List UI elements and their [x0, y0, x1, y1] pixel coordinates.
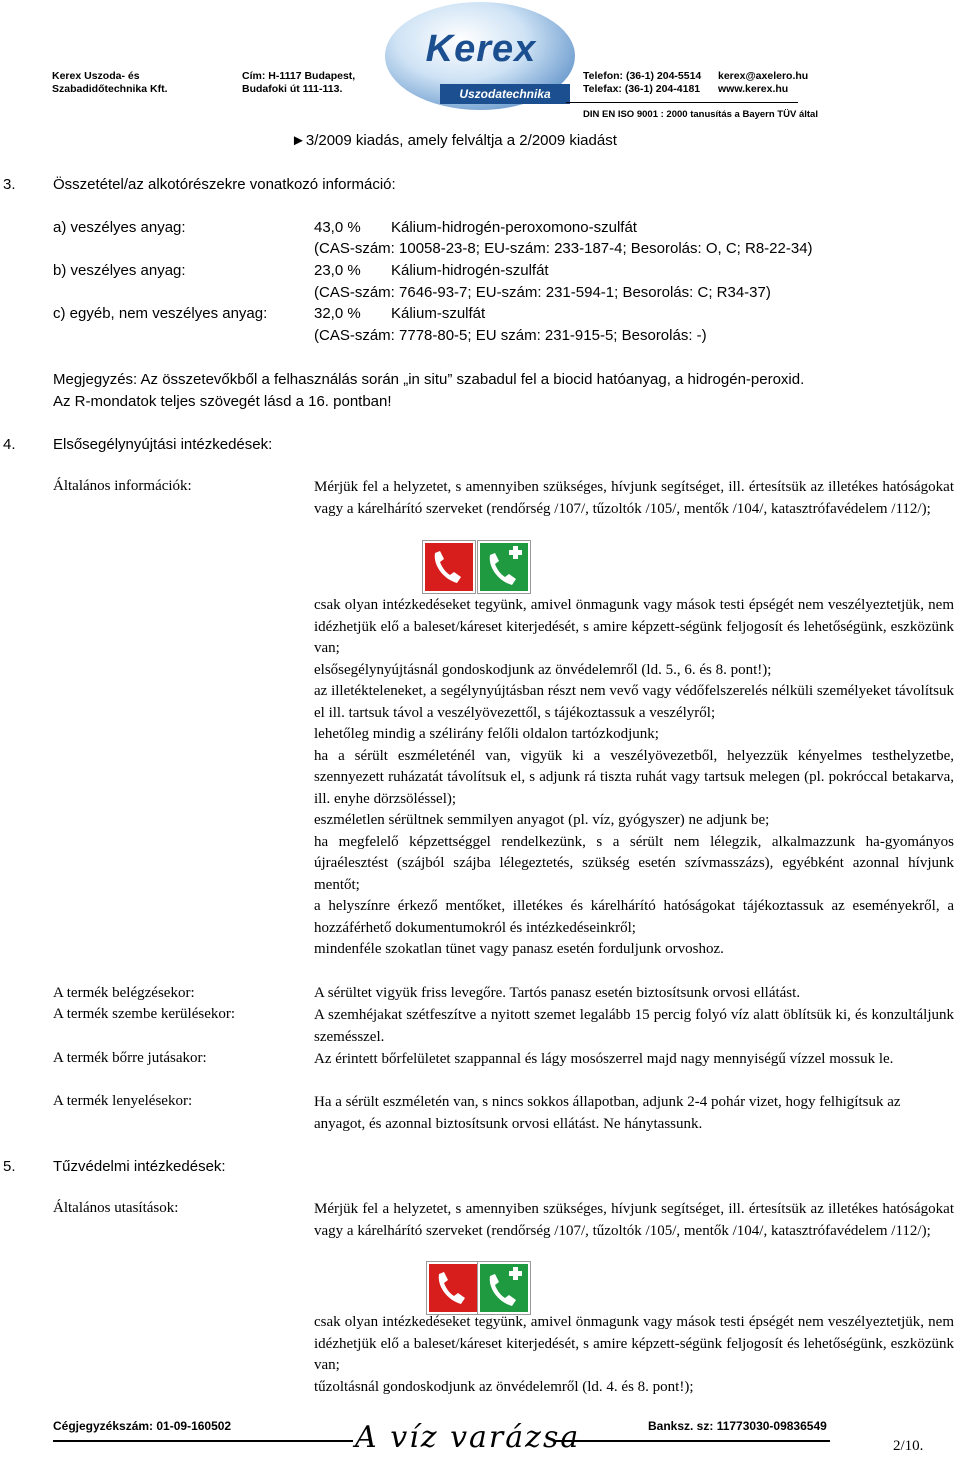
inhalation-label: A termék belégzésekor:	[53, 985, 195, 1001]
composition-label-b: b) veszélyes anyag:	[53, 262, 186, 279]
composition-cas-b: (CAS-szám: 7646-93-7; EU-szám: 231-594-1; Besorolás: C; R34-37)	[314, 284, 771, 301]
skin-contact-text: Az érintett bőrfelületet szappannal és lágy mosószerrel majd nagy mennyiségű vízzel mossuk le.	[314, 1051, 894, 1067]
section3-note-r-phrases: Az R-mondatok teljes szövegét lásd a 16. pontban!	[53, 393, 392, 410]
logo-text: Kerex	[425, 28, 537, 70]
composition-name-a: Kálium-hidrogén-peroxomono-szulfát	[391, 219, 637, 236]
header-address: Cím: H-1117 Budapest, Budafoki út 111-113.	[242, 70, 356, 95]
section3-title: Összetétel/az alkotórészekre vonatkozó információ:	[53, 176, 396, 193]
emergency-phone-red-icon	[427, 1262, 479, 1314]
eye-contact-text: A szemhéjakat szétfeszítve a nyitott szemet legalább 15 percig folyó víz alatt öblítsük ki, és konzultáljunk szemésszel.	[314, 1007, 954, 1045]
general-info-label: Általános információk:	[53, 478, 192, 494]
instruction-line: ha megfelelő képzettséggel rendelkezünk, s a sérült nem lélegzik, alkalmazzunk ha-gyományos újraélesztést (szájból szájba lélegeztetés, szükség esetén szívmasszázs), egyébként azonnal hívjunk mentőt;	[314, 833, 954, 893]
section4-title: Elsősegélynyújtási intézkedések:	[53, 436, 273, 453]
composition-cas-c: (CAS-szám: 7778-80-5; EU szám: 231-915-5; Besorolás: -)	[314, 327, 707, 344]
footer-line-right	[555, 1440, 830, 1442]
first-aid-phone-green-icon	[478, 541, 530, 593]
emergency-phone-red-icon	[423, 541, 475, 593]
composition-name-c: Kálium-szulfát	[391, 305, 486, 322]
instruction-line: az illetékteleneket, a segélynyújtásban részt nem vevő vagy védőfelszerelés nélküli személyeket távolítsuk el ill. tartsuk távol a veszélyövezettől, s tájékoztassuk a veszélyről;	[314, 683, 954, 721]
section5-number: 5.	[3, 1158, 16, 1175]
composition-cas-a: (CAS-szám: 10058-23-8; EU-szám: 233-187-4; Besorolás: O, C; R8-22-34)	[314, 240, 813, 257]
composition-pct-c: 32,0 %	[314, 305, 361, 322]
general-instructions-text: Mérjük fel a helyzetet, s amennyiben szükséges, hívjunk segítséget, ill. értesítsük az illetékes hatóságokat vagy a kárelhárító szerveket (rendőrség /107/, tűzoltók /105/, mentők /104/, katasztrófavédelem /112/);	[314, 1201, 954, 1239]
composition-pct-b: 23,0 %	[314, 262, 361, 279]
instruction-line: lehetőleg mindig a szélirány felőli oldalon tartózkodjunk;	[314, 726, 659, 742]
inhalation-text: A sérültet vigyük friss levegőre. Tartós panasz esetén biztosítsunk orvosi ellátást.	[314, 985, 801, 1001]
first-aid-instructions	[314, 595, 954, 961]
skin-contact-label: A termék bőrre jutásakor:	[53, 1050, 207, 1066]
ingestion-text: Ha a sérült eszméletén van, s nincs sokkos állapotban, adjunk 2-4 pohár vizet, hogy felhigítsuk az anyagot, és azonnal biztosítsunk orvosi ellátást. Ne hánytassunk.	[314, 1094, 901, 1132]
composition-label-a: a) veszélyes anyag:	[53, 219, 186, 236]
eye-contact-label: A termék szembe kerülésekor:	[53, 1006, 236, 1022]
page-number: 2/10.	[893, 1438, 924, 1454]
instruction-line: csak olyan intézkedéseket tegyünk, amivel önmagunk vagy mások testi épségét nem veszélyeztetjük, nem idézhetjük elő a baleset/káreset kiterjedését, s amire képzett-ségünk feljogosít és lehetőségünk, eszközünk van;	[314, 1314, 954, 1373]
first-aid-phone-green-icon	[478, 1262, 530, 1314]
instruction-line: ha a sérült eszméleténél van, vigyük ki a veszélyövezetből, helyezzük kényelmes testhelyzetbe, szennyezett ruházatát távolítsuk el, s adjunk rá tiszta ruhát vagy tartsuk melegen (pl. pokróccal betakarva, ill. enyhe dörzsöléssel);	[314, 747, 954, 807]
fire-instructions	[314, 1312, 954, 1398]
iso-certificate: DIN EN ISO 9001 : 2000 tanusítás a Bayern TÜV által	[583, 109, 818, 120]
footer-slogan: A víz varázsa	[355, 1420, 581, 1455]
footer-line-left	[53, 1440, 353, 1442]
instruction-line: tűzoltásnál gondoskodjunk az önvédelemről (ld. 4. és 8. pont!);	[314, 1378, 694, 1395]
instruction-line: eszméletlen sérültnek semmilyen anyagot (pl. víz, gyógyszer) ne adjunk be;	[314, 812, 770, 828]
instruction-line: mindenféle szokatlan tünet vagy panasz esetén forduljunk orvoshoz.	[314, 941, 724, 957]
general-info-text: Mérjük fel a helyzetet, s amennyiben szükséges, hívjunk segítséget, ill. értesítsük az illetékes hatóságokat vagy a kárelhárító szerveket (rendőrség /107/, tűzoltók /105/, mentők /104/, katasztrófavédelem /112/);	[314, 479, 954, 517]
section5-title: Tűzvédelmi intézkedések:	[53, 1158, 226, 1175]
ingestion-label: A termék lenyelésekor:	[53, 1093, 193, 1109]
composition-label-c: c) egyéb, nem veszélyes anyag:	[53, 305, 268, 322]
composition-name-b: Kálium-hidrogén-szulfát	[391, 262, 549, 279]
instruction-line: csak olyan intézkedéseket tegyünk, amivel önmagunk vagy mások testi épségét nem veszélyeztetjük, nem idézhetjük elő a baleset/káreset kiterjedését, s amire képzett-ségünk feljogosít és lehetőségünk, eszközünk van;	[314, 597, 954, 656]
logo-subtitle: Uszodatechnika	[440, 84, 570, 104]
section3-note: Megjegyzés: Az összetevőkből a felhasználás során „in situ” szabadul fel a biocid hatóanyag, a hidrogén-peroxid.	[53, 371, 805, 388]
instruction-line: a helyszínre érkező mentőket, illetékes és kárelhárító hatóságokat tájékoztassuk az eseményekről, a hozzáférhető dokumentumokról és intézkedéseinkről;	[314, 898, 954, 936]
company-registration: Cégjegyzékszám: 01-09-160502	[53, 1419, 232, 1433]
instruction-line: elsősegélynyújtásnál gondoskodjunk az önvédelemről (ld. 5., 6. és 8. pont!);	[314, 661, 772, 678]
general-instructions-label: Általános utasítások:	[53, 1200, 179, 1216]
header-divider	[566, 102, 798, 103]
edition-note: ►3/2009 kiadás, amely felváltja a 2/2009 kiadást	[291, 132, 617, 149]
header-phone: Telefon: (36-1) 204-5514 Telefax: (36-1) 204-4181	[583, 70, 702, 95]
header-web: kerex@axelero.hu www.kerex.hu	[718, 70, 809, 95]
header-company: Kerex Uszoda- és Szabadidőtechnika Kft.	[52, 70, 168, 95]
section4-number: 4.	[3, 436, 16, 453]
section3-number: 3.	[3, 176, 16, 193]
bank-account: Banksz. sz: 11773030-09836549	[648, 1419, 827, 1433]
composition-pct-a: 43,0 %	[314, 219, 361, 236]
